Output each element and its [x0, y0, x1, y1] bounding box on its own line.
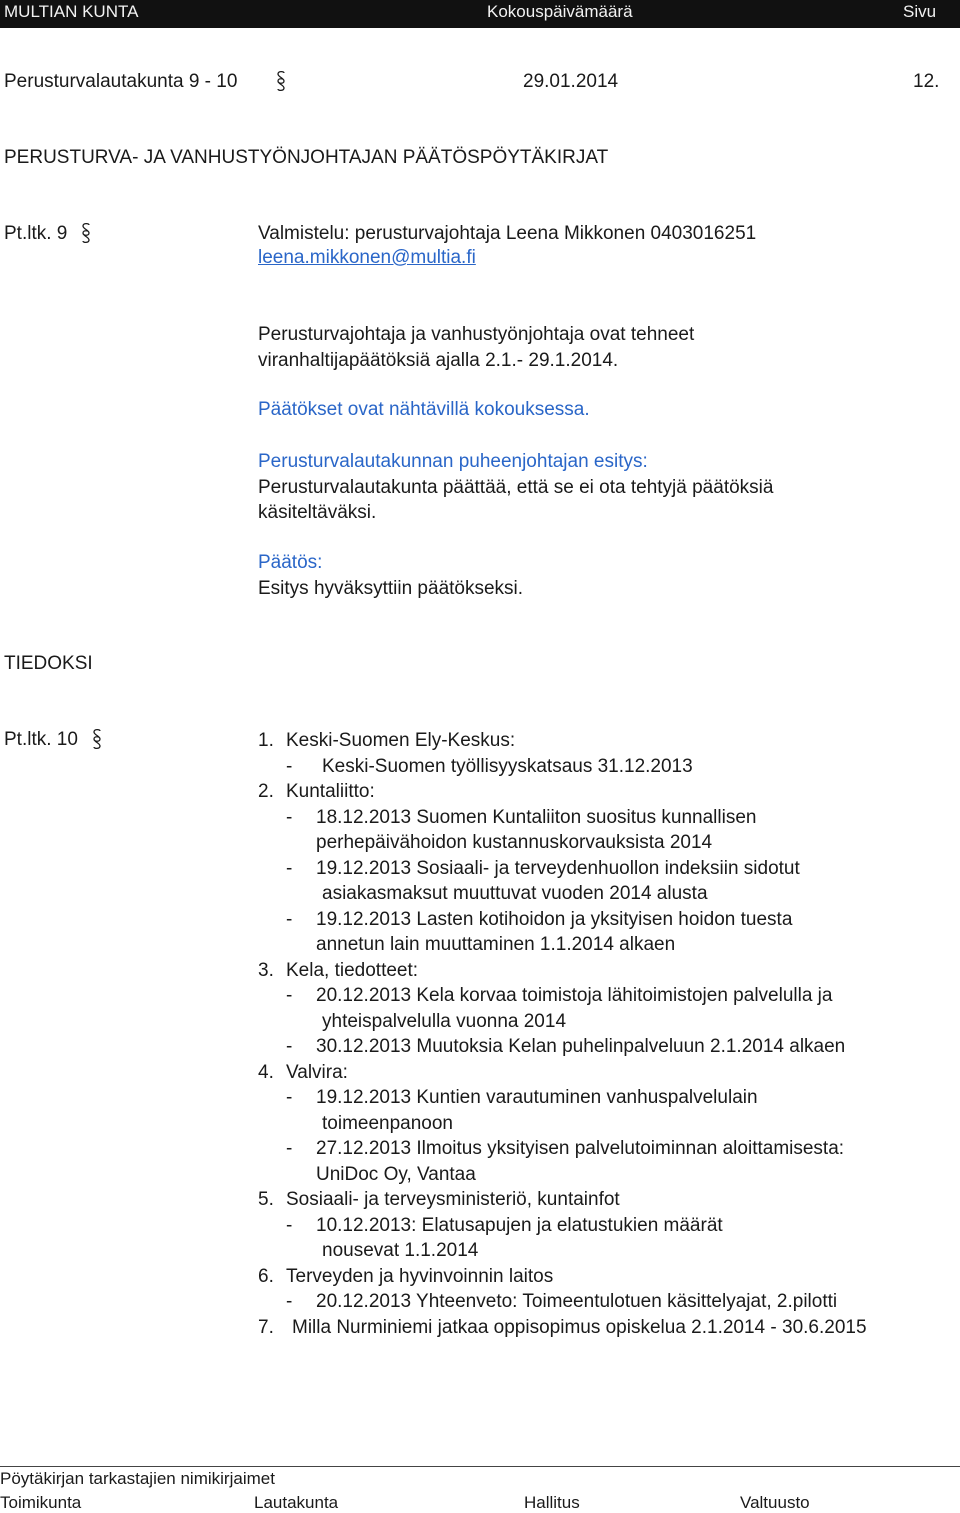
- proposal-line: Perusturvalautakunta päättää, että se ei ota tehtyjä päätöksiä: [258, 476, 774, 498]
- preparer-line: Valmistelu: perusturvajohtaja Leena Mikkonen 0403016251: [258, 223, 757, 244]
- entry-text: perhepäivähoidon kustannuskorvauksista 2014: [316, 832, 713, 853]
- footer-initials-label: Pöytäkirjan tarkastajien nimikirjaimet: [0, 1469, 275, 1488]
- meeting-date: 29.01.2014: [523, 71, 619, 92]
- list-entry: [258, 805, 958, 831]
- list-entry: [258, 983, 958, 1009]
- meeting-body: Perusturvalautakunta 9 - 10: [4, 71, 238, 92]
- body-line: Perusturvajohtaja ja vanhustyönjohtaja ovat tehneet: [258, 324, 695, 345]
- entry-text: 19.12.2013 Lasten kotihoidon ja yksityisen hoidon tuesta: [316, 908, 793, 930]
- item-heading: Sosiaali- ja terveysministeriö, kuntainfot: [286, 1189, 620, 1210]
- list-entry: [258, 754, 958, 780]
- list-item: [258, 1264, 958, 1290]
- entry-text: 18.12.2013 Suomen Kuntaliiton suositus kunnallisen: [316, 806, 757, 828]
- list-item: [258, 1187, 958, 1213]
- item-number: 2.: [258, 781, 274, 802]
- header-date-label: Kokouspäivämäärä: [487, 2, 633, 21]
- entry-text: 10.12.2013: Elatusapujen ja elatustukien määrät: [316, 1214, 723, 1236]
- item-heading: Valvira:: [286, 1061, 348, 1083]
- item-number: 5.: [258, 1189, 274, 1210]
- list-entry-continued: [258, 1162, 958, 1188]
- list-entry-continued: [258, 830, 958, 856]
- list-entry: [258, 1034, 958, 1060]
- list-item: [258, 728, 958, 754]
- list-item: [258, 958, 958, 984]
- list-entry-continued: [258, 932, 958, 958]
- entry-dash: -: [286, 1291, 293, 1312]
- item-number: 7.: [258, 1316, 274, 1338]
- entry-dash: -: [286, 1036, 293, 1057]
- entry-dash: -: [286, 1214, 293, 1236]
- list-entry: [258, 1136, 958, 1162]
- footer-body-toimikunta: Toimikunta: [0, 1493, 82, 1512]
- entry-text: UniDoc Oy, Vantaa: [316, 1163, 476, 1185]
- entry-dash: -: [286, 755, 293, 777]
- entry-dash: -: [286, 806, 293, 828]
- item-heading: Milla Nurminiemi jatkaa oppisopimus opiskelua 2.1.2014 - 30.6.2015: [292, 1316, 867, 1338]
- list-entry: [258, 1085, 958, 1111]
- decision-block: [258, 550, 523, 601]
- entry-text: 20.12.2013 Yhteenveto: Toimeentulotuen käsittelyajat, 2.pilotti: [316, 1291, 838, 1312]
- item-heading: Kuntaliitto:: [286, 781, 375, 802]
- list-entry-continued: [258, 1111, 958, 1137]
- entry-text: 30.12.2013 Muutoksia Kelan puhelinpalveluun 2.1.2014 alkaen: [316, 1036, 846, 1057]
- entry-text: toimeenpanoon: [322, 1112, 453, 1134]
- entry-text: 27.12.2013 Ilmoitus yksityisen palvelutoiminnan aloittamisesta:: [316, 1138, 845, 1159]
- footer-body-lautakunta: Lautakunta: [254, 1493, 339, 1512]
- list-entry-continued: [258, 881, 958, 907]
- footer-divider: [0, 1466, 960, 1467]
- item-heading: Keski-Suomen Ely-Keskus:: [286, 730, 516, 751]
- list-entry-continued: [258, 1238, 958, 1264]
- header-page-label: Sivu: [903, 2, 937, 21]
- section9-item-label: Pt.ltk. 9: [4, 223, 68, 244]
- entry-text: Keski-Suomen työllisyyskatsaus 31.12.2013: [322, 755, 693, 777]
- item-number: 6.: [258, 1265, 274, 1287]
- proposal-block: [258, 449, 773, 526]
- decision-text: Esitys hyväksyttiin päätökseksi.: [258, 577, 524, 599]
- information-list: [258, 728, 958, 1340]
- decision-heading: Päätös:: [258, 552, 323, 573]
- section10-item-label: Pt.ltk. 10: [4, 729, 78, 750]
- entry-text: nousevat 1.1.2014: [322, 1240, 479, 1261]
- entry-dash: -: [286, 857, 293, 879]
- entry-dash: -: [286, 985, 293, 1006]
- entry-text: annetun lain muuttaminen 1.1.2014 alkaen: [316, 934, 676, 955]
- notice-text: Päätökset ovat nähtävillä kokouksessa.: [258, 399, 590, 420]
- body-line: viranhaltijapäätöksiä ajalla 2.1.- 29.1.2014.: [258, 349, 619, 371]
- page-header: [0, 0, 960, 28]
- section10-title: TIEDOKSI: [4, 653, 93, 674]
- entry-text: 19.12.2013 Sosiaali- ja terveydenhuollon indeksiin sidotut: [316, 857, 800, 879]
- proposal-line: käsiteltäväksi.: [258, 502, 377, 523]
- entry-dash: -: [286, 1138, 293, 1159]
- entry-text: 19.12.2013 Kuntien varautuminen vanhuspalvelulain: [316, 1087, 758, 1108]
- footer-body-hallitus: Hallitus: [524, 1493, 580, 1512]
- list-entry: [258, 907, 958, 933]
- list-entry: [258, 1289, 958, 1315]
- list-entry-continued: [258, 1009, 958, 1035]
- item-number: 4.: [258, 1061, 274, 1083]
- item-number: 1.: [258, 730, 274, 751]
- meeting-page: 12.: [913, 71, 940, 92]
- proposal-heading: Perusturvalautakunnan puheenjohtajan esitys:: [258, 451, 648, 472]
- section-sign-icon: [275, 69, 287, 93]
- entry-dash: -: [286, 1087, 293, 1108]
- list-item: [258, 779, 958, 805]
- section-sign-icon: [91, 727, 103, 751]
- preparer-email-link[interactable]: leena.mikkonen@multia.fi: [258, 247, 476, 268]
- section9-title: PERUSTURVA- JA VANHUSTYÖNJOHTAJAN PÄÄTÖSPÖYTÄKIRJAT: [4, 147, 609, 168]
- item-number: 3.: [258, 959, 274, 981]
- section-sign-icon: [80, 221, 92, 245]
- list-entry: [258, 1213, 958, 1239]
- header-org: MULTIAN KUNTA: [4, 2, 139, 21]
- list-entry: [258, 856, 958, 882]
- section9-body: [258, 322, 694, 373]
- item-heading: Terveyden ja hyvinvoinnin laitos: [286, 1265, 554, 1287]
- entry-dash: -: [286, 908, 293, 930]
- list-item: [258, 1060, 958, 1086]
- item-heading: Kela, tiedotteet:: [286, 959, 419, 981]
- footer-body-valtuusto: Valtuusto: [740, 1493, 810, 1512]
- entry-text: 20.12.2013 Kela korvaa toimistoja lähitoimistojen palvelulla ja: [316, 985, 833, 1006]
- list-item: [258, 1315, 958, 1341]
- entry-text: asiakasmaksut muuttuvat vuoden 2014 alusta: [322, 883, 708, 904]
- entry-text: yhteispalvelulla vuonna 2014: [322, 1010, 567, 1032]
